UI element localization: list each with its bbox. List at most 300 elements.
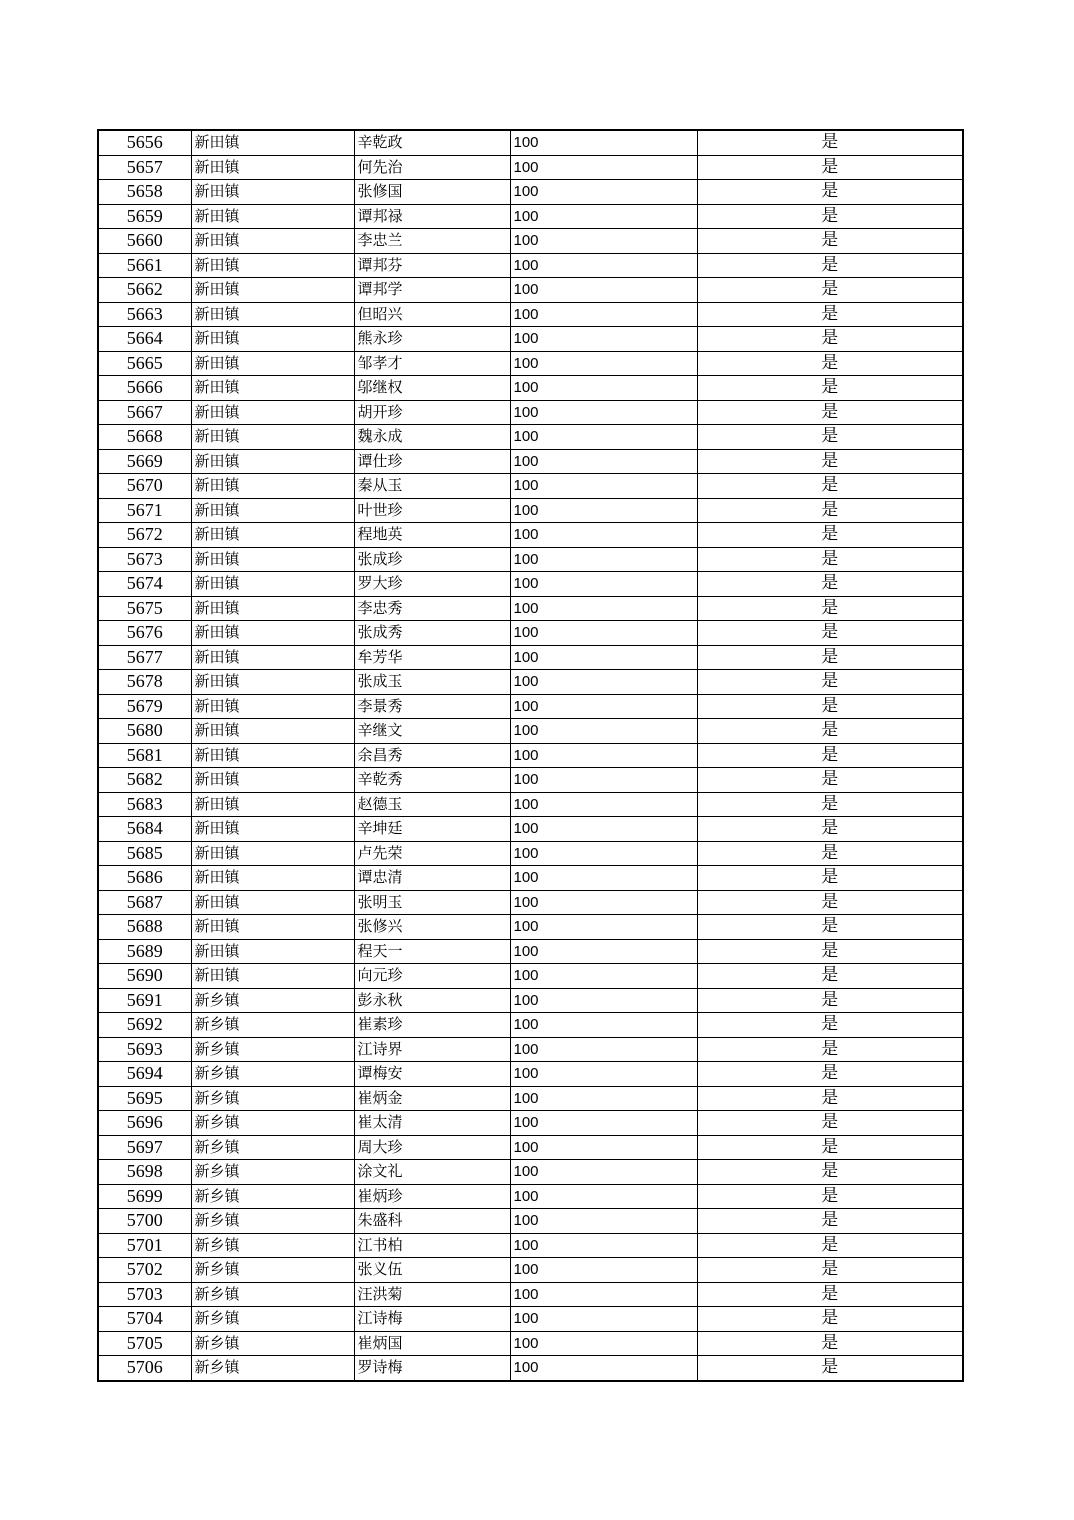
row-number-cell: 5697 [98,1135,191,1160]
table-row [98,1062,963,1087]
status-cell: 是 [697,155,963,180]
amount-cell: 100 [510,351,697,376]
row-number-cell: 5702 [98,1258,191,1283]
status-cell: 是 [697,866,963,891]
amount-cell: 100 [510,1282,697,1307]
person-name-cell: 何先治 [354,155,510,180]
status-cell: 是 [697,719,963,744]
amount-cell: 100 [510,474,697,499]
table-row [98,719,963,744]
row-number-cell: 5661 [98,253,191,278]
table-row [98,278,963,303]
row-number-cell: 5673 [98,547,191,572]
status-cell: 是 [697,498,963,523]
person-name-cell: 张成秀 [354,621,510,646]
table-row [98,1037,963,1062]
row-number-cell: 5703 [98,1282,191,1307]
row-number-cell: 5695 [98,1086,191,1111]
amount-cell: 100 [510,621,697,646]
amount-cell: 100 [510,1209,697,1234]
table-row [98,327,963,352]
town-cell: 新田镇 [191,180,354,205]
status-cell: 是 [697,596,963,621]
town-cell: 新田镇 [191,449,354,474]
town-cell: 新田镇 [191,474,354,499]
person-name-cell: 谭邦学 [354,278,510,303]
row-number-cell: 5678 [98,670,191,695]
status-cell: 是 [697,1258,963,1283]
town-cell: 新乡镇 [191,1111,354,1136]
amount-cell: 100 [510,1135,697,1160]
table-row [98,425,963,450]
table-row [98,523,963,548]
town-cell: 新田镇 [191,866,354,891]
row-number-cell: 5670 [98,474,191,499]
status-cell: 是 [697,915,963,940]
town-cell: 新乡镇 [191,1086,354,1111]
status-cell: 是 [697,130,963,155]
row-number-cell: 5668 [98,425,191,450]
row-number-cell: 5676 [98,621,191,646]
status-cell: 是 [697,229,963,254]
table-row [98,351,963,376]
person-name-cell: 周大珍 [354,1135,510,1160]
table-body [98,130,963,1381]
row-number-cell: 5684 [98,817,191,842]
table-row [98,866,963,891]
person-name-cell: 赵德玉 [354,792,510,817]
table-row [98,1233,963,1258]
amount-cell: 100 [510,253,697,278]
amount-cell: 100 [510,302,697,327]
data-table [97,129,964,1382]
town-cell: 新田镇 [191,376,354,401]
status-cell: 是 [697,1356,963,1381]
table-row [98,253,963,278]
person-name-cell: 叶世珍 [354,498,510,523]
person-name-cell: 谭仕珍 [354,449,510,474]
town-cell: 新田镇 [191,964,354,989]
town-cell: 新田镇 [191,645,354,670]
row-number-cell: 5677 [98,645,191,670]
amount-cell: 100 [510,155,697,180]
person-name-cell: 魏永成 [354,425,510,450]
town-cell: 新田镇 [191,400,354,425]
amount-cell: 100 [510,1258,697,1283]
status-cell: 是 [697,743,963,768]
status-cell: 是 [697,1062,963,1087]
table-row [98,1111,963,1136]
status-cell: 是 [697,449,963,474]
status-cell: 是 [697,694,963,719]
amount-cell: 100 [510,327,697,352]
town-cell: 新田镇 [191,841,354,866]
town-cell: 新乡镇 [191,1037,354,1062]
person-name-cell: 向元珍 [354,964,510,989]
row-number-cell: 5687 [98,890,191,915]
row-number-cell: 5706 [98,1356,191,1381]
status-cell: 是 [697,817,963,842]
table-row [98,645,963,670]
row-number-cell: 5657 [98,155,191,180]
amount-cell: 100 [510,1233,697,1258]
table-row [98,939,963,964]
town-cell: 新田镇 [191,890,354,915]
amount-cell: 100 [510,1184,697,1209]
person-name-cell: 辛乾政 [354,130,510,155]
status-cell: 是 [697,1111,963,1136]
amount-cell: 100 [510,1111,697,1136]
status-cell: 是 [697,964,963,989]
town-cell: 新乡镇 [191,1356,354,1381]
town-cell: 新田镇 [191,694,354,719]
town-cell: 新乡镇 [191,1209,354,1234]
town-cell: 新田镇 [191,327,354,352]
row-number-cell: 5665 [98,351,191,376]
person-name-cell: 邹孝才 [354,351,510,376]
table-row [98,180,963,205]
person-name-cell: 崔太清 [354,1111,510,1136]
table-row [98,841,963,866]
row-number-cell: 5662 [98,278,191,303]
amount-cell: 100 [510,841,697,866]
person-name-cell: 谭邦芬 [354,253,510,278]
row-number-cell: 5688 [98,915,191,940]
amount-cell: 100 [510,229,697,254]
table-row [98,1307,963,1332]
row-number-cell: 5699 [98,1184,191,1209]
amount-cell: 100 [510,376,697,401]
row-number-cell: 5656 [98,130,191,155]
row-number-cell: 5686 [98,866,191,891]
row-number-cell: 5689 [98,939,191,964]
amount-cell: 100 [510,670,697,695]
person-name-cell: 涂文礼 [354,1160,510,1185]
town-cell: 新田镇 [191,351,354,376]
town-cell: 新田镇 [191,547,354,572]
row-number-cell: 5693 [98,1037,191,1062]
status-cell: 是 [697,253,963,278]
person-name-cell: 卢先荣 [354,841,510,866]
status-cell: 是 [697,1135,963,1160]
town-cell: 新田镇 [191,498,354,523]
person-name-cell: 牟芳华 [354,645,510,670]
table-row [98,596,963,621]
town-cell: 新田镇 [191,229,354,254]
table-row [98,915,963,940]
status-cell: 是 [697,890,963,915]
status-cell: 是 [697,351,963,376]
table-row [98,1160,963,1185]
town-cell: 新田镇 [191,743,354,768]
amount-cell: 100 [510,498,697,523]
town-cell: 新乡镇 [191,1160,354,1185]
town-cell: 新田镇 [191,278,354,303]
row-number-cell: 5667 [98,400,191,425]
table-row [98,376,963,401]
status-cell: 是 [697,768,963,793]
amount-cell: 100 [510,130,697,155]
status-cell: 是 [697,1086,963,1111]
person-name-cell: 程地英 [354,523,510,548]
person-name-cell: 彭永秋 [354,988,510,1013]
amount-cell: 100 [510,278,697,303]
person-name-cell: 秦从玉 [354,474,510,499]
table-row [98,229,963,254]
status-cell: 是 [697,1160,963,1185]
amount-cell: 100 [510,1307,697,1332]
table-row [98,817,963,842]
table-row [98,1013,963,1038]
person-name-cell: 张成珍 [354,547,510,572]
row-number-cell: 5666 [98,376,191,401]
town-cell: 新乡镇 [191,1282,354,1307]
status-cell: 是 [697,278,963,303]
town-cell: 新田镇 [191,719,354,744]
person-name-cell: 但昭兴 [354,302,510,327]
person-name-cell: 崔炳金 [354,1086,510,1111]
amount-cell: 100 [510,180,697,205]
status-cell: 是 [697,670,963,695]
status-cell: 是 [697,1282,963,1307]
amount-cell: 100 [510,425,697,450]
person-name-cell: 程天一 [354,939,510,964]
table-row [98,1086,963,1111]
person-name-cell: 谭邦禄 [354,204,510,229]
row-number-cell: 5663 [98,302,191,327]
person-name-cell: 江诗梅 [354,1307,510,1332]
amount-cell: 100 [510,719,697,744]
row-number-cell: 5694 [98,1062,191,1087]
table-row [98,621,963,646]
amount-cell: 100 [510,1086,697,1111]
person-name-cell: 辛继文 [354,719,510,744]
row-number-cell: 5669 [98,449,191,474]
table-row [98,302,963,327]
status-cell: 是 [697,204,963,229]
town-cell: 新乡镇 [191,1258,354,1283]
town-cell: 新田镇 [191,670,354,695]
person-name-cell: 罗诗梅 [354,1356,510,1381]
amount-cell: 100 [510,1037,697,1062]
row-number-cell: 5692 [98,1013,191,1038]
amount-cell: 100 [510,1160,697,1185]
status-cell: 是 [697,302,963,327]
status-cell: 是 [697,547,963,572]
person-name-cell: 邬继权 [354,376,510,401]
person-name-cell: 汪洪菊 [354,1282,510,1307]
town-cell: 新乡镇 [191,1135,354,1160]
town-cell: 新田镇 [191,939,354,964]
town-cell: 新田镇 [191,621,354,646]
amount-cell: 100 [510,572,697,597]
row-number-cell: 5672 [98,523,191,548]
row-number-cell: 5664 [98,327,191,352]
amount-cell: 100 [510,547,697,572]
amount-cell: 100 [510,1062,697,1087]
status-cell: 是 [697,841,963,866]
person-name-cell: 李忠秀 [354,596,510,621]
person-name-cell: 朱盛科 [354,1209,510,1234]
status-cell: 是 [697,1307,963,1332]
status-cell: 是 [697,1037,963,1062]
row-number-cell: 5680 [98,719,191,744]
town-cell: 新田镇 [191,792,354,817]
person-name-cell: 谭忠清 [354,866,510,891]
town-cell: 新田镇 [191,596,354,621]
status-cell: 是 [697,572,963,597]
town-cell: 新田镇 [191,155,354,180]
person-name-cell: 胡开珍 [354,400,510,425]
amount-cell: 100 [510,1331,697,1356]
amount-cell: 100 [510,645,697,670]
status-cell: 是 [697,523,963,548]
amount-cell: 100 [510,792,697,817]
person-name-cell: 江书柏 [354,1233,510,1258]
status-cell: 是 [697,1331,963,1356]
town-cell: 新田镇 [191,915,354,940]
person-name-cell: 崔炳珍 [354,1184,510,1209]
town-cell: 新田镇 [191,817,354,842]
town-cell: 新田镇 [191,523,354,548]
person-name-cell: 辛坤廷 [354,817,510,842]
amount-cell: 100 [510,866,697,891]
person-name-cell: 谭梅安 [354,1062,510,1087]
table-row [98,449,963,474]
table-row [98,1184,963,1209]
table-row [98,1282,963,1307]
status-cell: 是 [697,1013,963,1038]
status-cell: 是 [697,1184,963,1209]
status-cell: 是 [697,474,963,499]
table-row [98,1135,963,1160]
row-number-cell: 5682 [98,768,191,793]
person-name-cell: 张义伍 [354,1258,510,1283]
person-name-cell: 熊永珍 [354,327,510,352]
row-number-cell: 5660 [98,229,191,254]
table-row [98,498,963,523]
table-row [98,204,963,229]
status-cell: 是 [697,180,963,205]
row-number-cell: 5701 [98,1233,191,1258]
town-cell: 新田镇 [191,130,354,155]
town-cell: 新田镇 [191,768,354,793]
row-number-cell: 5681 [98,743,191,768]
town-cell: 新乡镇 [191,1233,354,1258]
town-cell: 新乡镇 [191,1062,354,1087]
table-row [98,768,963,793]
status-cell: 是 [697,1233,963,1258]
person-name-cell: 崔炳国 [354,1331,510,1356]
row-number-cell: 5679 [98,694,191,719]
status-cell: 是 [697,425,963,450]
town-cell: 新乡镇 [191,1184,354,1209]
status-cell: 是 [697,645,963,670]
town-cell: 新乡镇 [191,1331,354,1356]
amount-cell: 100 [510,523,697,548]
amount-cell: 100 [510,694,697,719]
row-number-cell: 5674 [98,572,191,597]
town-cell: 新田镇 [191,572,354,597]
amount-cell: 100 [510,596,697,621]
table-row [98,474,963,499]
amount-cell: 100 [510,449,697,474]
town-cell: 新田镇 [191,253,354,278]
row-number-cell: 5671 [98,498,191,523]
person-name-cell: 张修国 [354,180,510,205]
amount-cell: 100 [510,204,697,229]
amount-cell: 100 [510,1356,697,1381]
row-number-cell: 5690 [98,964,191,989]
status-cell: 是 [697,400,963,425]
row-number-cell: 5705 [98,1331,191,1356]
row-number-cell: 5691 [98,988,191,1013]
table-row [98,155,963,180]
amount-cell: 100 [510,1013,697,1038]
status-cell: 是 [697,792,963,817]
row-number-cell: 5685 [98,841,191,866]
town-cell: 新乡镇 [191,1013,354,1038]
row-number-cell: 5704 [98,1307,191,1332]
table-row [98,130,963,155]
status-cell: 是 [697,1209,963,1234]
person-name-cell: 江诗界 [354,1037,510,1062]
town-cell: 新田镇 [191,204,354,229]
table-row [98,400,963,425]
table-row [98,694,963,719]
amount-cell: 100 [510,964,697,989]
row-number-cell: 5700 [98,1209,191,1234]
table-row [98,988,963,1013]
table-row [98,964,963,989]
town-cell: 新乡镇 [191,988,354,1013]
row-number-cell: 5675 [98,596,191,621]
person-name-cell: 张修兴 [354,915,510,940]
table-row [98,792,963,817]
table-row [98,547,963,572]
status-cell: 是 [697,988,963,1013]
person-name-cell: 余昌秀 [354,743,510,768]
row-number-cell: 5696 [98,1111,191,1136]
amount-cell: 100 [510,988,697,1013]
status-cell: 是 [697,376,963,401]
town-cell: 新乡镇 [191,1307,354,1332]
amount-cell: 100 [510,768,697,793]
person-name-cell: 张明玉 [354,890,510,915]
amount-cell: 100 [510,939,697,964]
town-cell: 新田镇 [191,302,354,327]
row-number-cell: 5658 [98,180,191,205]
person-name-cell: 辛乾秀 [354,768,510,793]
table-row [98,743,963,768]
amount-cell: 100 [510,743,697,768]
town-cell: 新田镇 [191,425,354,450]
amount-cell: 100 [510,890,697,915]
amount-cell: 100 [510,400,697,425]
person-name-cell: 李忠兰 [354,229,510,254]
amount-cell: 100 [510,915,697,940]
table-row [98,670,963,695]
row-number-cell: 5683 [98,792,191,817]
amount-cell: 100 [510,817,697,842]
table-row [98,1258,963,1283]
person-name-cell: 罗大珍 [354,572,510,597]
person-name-cell: 李景秀 [354,694,510,719]
table-row [98,890,963,915]
table-row [98,1356,963,1381]
table-row [98,1331,963,1356]
person-name-cell: 张成玉 [354,670,510,695]
